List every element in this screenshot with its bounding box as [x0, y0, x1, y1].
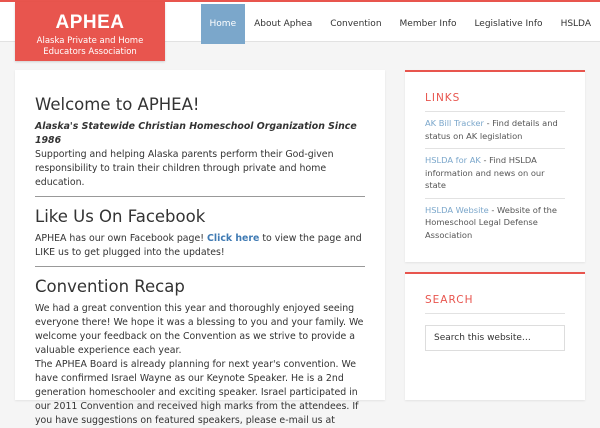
site-title[interactable]: APHEA — [55, 12, 125, 33]
divider — [35, 266, 365, 267]
site-tagline: Alaska Private and Home Educators Association — [36, 36, 144, 57]
links-widget — [405, 70, 585, 262]
welcome-body: Supporting and helping Alaska parents perform their God-given responsibility to train their children through private and home education. — [35, 149, 334, 188]
welcome-heading: Welcome to APHEA! — [35, 95, 200, 114]
nav-item-about[interactable]: About Aphea — [254, 19, 313, 29]
search-widget — [405, 272, 585, 400]
nav-item-legislative-info[interactable]: Legislative Info — [474, 19, 543, 29]
nav-item-home[interactable]: Home — [201, 4, 246, 44]
link-item — [425, 112, 565, 149]
link-desc: - Website of the Homeschool Legal Defense Association — [425, 204, 557, 240]
link-item — [425, 199, 565, 248]
site-logo[interactable] — [15, 2, 165, 61]
facebook-heading: Like Us On Facebook — [35, 207, 206, 226]
nav-item-member-info[interactable]: Member Info — [399, 19, 457, 29]
facebook-click-here-link[interactable]: Click here — [207, 233, 260, 244]
facebook-text — [35, 232, 365, 260]
search-input[interactable]: Search this website… — [425, 325, 565, 351]
facebook-text-after: to view the page and LIKE us to get plugged into the updates! — [35, 233, 362, 258]
welcome-subtitle: Alaska's Statewide Christian Homeschool Organization Since 1986 — [35, 121, 357, 146]
divider — [35, 196, 365, 197]
hslda-website-link[interactable]: HSLDA Website — [425, 204, 489, 215]
hslda-for-ak-link[interactable]: HSLDA for AK — [425, 155, 481, 165]
facebook-text-before: APHEA has our own Facebook page! — [35, 233, 208, 244]
link-item — [425, 149, 565, 199]
nav-item-hslda[interactable]: HSLDA — [560, 19, 591, 29]
search-widget-title: SEARCH — [425, 293, 565, 314]
ak-bill-tracker-link[interactable]: AK Bill Tracker — [425, 118, 484, 128]
convention-para-1: We had a great convention this year and thoroughly enjoyed seeing everyone there! We hope it was a blessing to you and your family. We welcome your feedback on the Convention as we strive to provide a valuable experience each year. — [35, 303, 364, 356]
convention-heading: Convention Recap — [35, 277, 185, 296]
links-widget-title: LINKS — [425, 91, 565, 112]
main-content — [15, 70, 385, 426]
convention-para-2: The APHEA Board is already planning for next year's convention. We have confirmed Israel Wayne as our Keynote Speaker. He is a 2nd generation homeschooler and exciting speaker. Israel participated in our 2011 Convention and received high marks from the attendees. If you have suggestions on featured speakers, please e-mail us at — [35, 359, 359, 426]
link-desc: - Find details and status on AK legislation — [425, 118, 558, 141]
nav-item-convention[interactable]: Convention — [330, 19, 382, 29]
link-desc: - Find HSLDA information and news on our state — [425, 155, 545, 190]
main-nav — [201, 4, 600, 44]
